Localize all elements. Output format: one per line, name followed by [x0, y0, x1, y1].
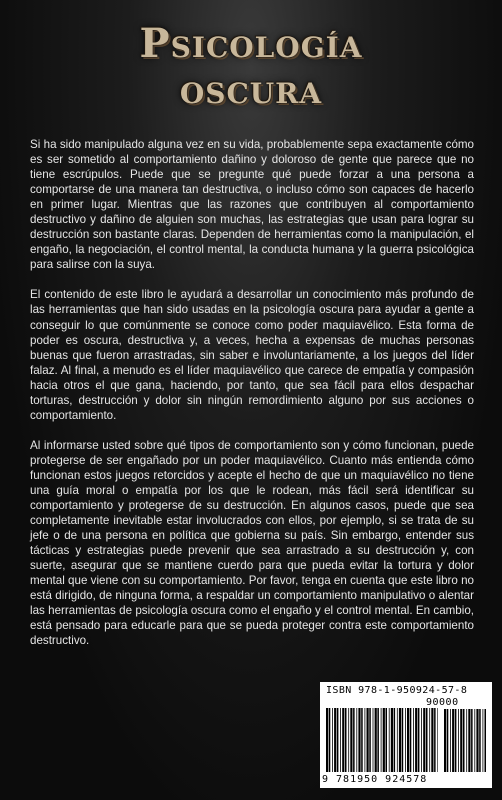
- price-code: 90000: [426, 697, 459, 708]
- barcode-bar: [402, 708, 404, 772]
- title-line-1: Psicología: [139, 20, 363, 67]
- barcode-bar: [458, 709, 459, 772]
- barcode-bar: [421, 708, 422, 772]
- barcode-bar: [423, 708, 425, 772]
- barcode-bar: [460, 709, 462, 772]
- barcode-bar: [326, 708, 328, 772]
- barcode-bar: [415, 708, 417, 772]
- isbn-barcode: [320, 682, 492, 788]
- barcode-bar: [381, 708, 382, 772]
- barcode-bar: [444, 709, 446, 772]
- barcode-digits: 9 781950 924578: [322, 774, 428, 785]
- barcode-bar: [348, 708, 349, 772]
- barcode-bar: [334, 708, 336, 772]
- barcode-bar: [375, 708, 377, 772]
- barcode-bar: [407, 708, 409, 772]
- barcode-bar: [356, 708, 357, 772]
- barcode-bar: [479, 709, 481, 772]
- barcode-bar: [447, 709, 449, 772]
- title-line-2: oscura: [179, 66, 323, 113]
- barcode-bar: [373, 708, 374, 772]
- barcode-bar: [450, 709, 451, 772]
- barcode-bar: [361, 708, 363, 772]
- barcode-bar: [474, 709, 475, 772]
- barcode-bar: [332, 708, 333, 772]
- barcode-bar: [340, 708, 341, 772]
- barcode-bars-main: [326, 708, 438, 772]
- barcode-bar: [483, 709, 484, 772]
- barcode-bar: [485, 709, 487, 772]
- barcode-bar: [383, 708, 385, 772]
- barcode-bar: [429, 708, 430, 772]
- blurb-paragraph-2: El contenido de este libro le ayudará a desarrollar un conocimiento más profundo de las herramientas que han sido usadas en la psicología oscura para ayudar a gente a conseguir lo que comúnmente se conoce como poder maquiavélico. Esta forma de poder es oscura, destructiva y, a veces, hecha a expensas de muchas personas buenas que fueron arrastradas, sin saber e involuntariamente, a los juegos del líder falaz. Al final, a menudo es el líder maquiavélico que carece de empatía y compasión hacia otros el que gana, haciendo, por tanto, que sea fácil para ellos despachar torturas, destrucción y dolor sin ningún remordimiento alguno por sus acciones o comportamiento.: [30, 288, 474, 422]
- barcode-bar: [418, 708, 420, 772]
- barcode-bar: [431, 708, 433, 772]
- barcode-bar: [342, 708, 344, 772]
- barcode-bar: [389, 708, 390, 772]
- barcode-bar: [350, 708, 352, 772]
- barcode-bar: [369, 708, 371, 772]
- barcode-bar: [426, 708, 428, 772]
- barcode-bar: [367, 708, 369, 772]
- barcode-bar: [337, 708, 339, 772]
- barcode-bar: [365, 708, 366, 772]
- barcode-bar: [386, 708, 388, 772]
- blurb-paragraph-3: Al informarse usted sobre qué tipos de comportamiento son y cómo funcionan, puede protegerse de ser engañado por un poder maquiavélico. Cuanto más entienda cómo funcionan estos juegos retorcidos y acepte el hecho de que un maquiavélico no tiene una guía moral o empatía por los que le rodean, más fácil será identificar su comportamiento y protegerse de su destrucción. En algunos casos, puede que sea completamente inevitable estar involucrados con ellos, por ejemplo, si se trata de su jefe o de una persona en política que gobierna su país. Sin embargo, entender sus tácticas y estrategias puede prevenir que sea arrastrado a su destrucción y, con suerte, asegurar que se mantiene cuerdo para que pueda evitar la tortura y dolor mental que viene con su comportamiento. Por favor, tenga en cuenta que este libro no está dirigido, de ninguna forma, a respaldar un comportamiento manipulativo o alentar las herramientas de psicología oscura como el engaño y el control mental. En cambio, está pensado para educarle para que se pueda proteger contra este comportamiento destructivo.: [30, 438, 474, 648]
- barcode-bar: [471, 709, 473, 772]
- barcode-bar: [476, 709, 478, 772]
- barcode-bar: [455, 709, 457, 772]
- barcode-bar: [434, 708, 436, 772]
- barcode-bar: [329, 708, 331, 772]
- barcode-bar: [452, 709, 454, 772]
- barcode-bar: [394, 708, 396, 772]
- barcode-bar: [391, 708, 393, 772]
- barcode-bar: [410, 708, 412, 772]
- barcode-bar: [345, 708, 347, 772]
- barcode-bar: [437, 708, 438, 772]
- barcode-bars-price: [444, 709, 486, 772]
- blurb-paragraph-1: Si ha sido manipulado alguna vez en su vida, probablemente sepa exactamente cómo es ser sometido al comportamiento dañino y doloroso de gente que parece que no tiene escrúpulos. Puede que se pregunte qué puede forzar a una persona a comportarse de una manera tan destructiva, o incluso cómo son capaces de hacerlo en primer lugar. Mientras que las razones que contribuyen al comportamiento destructivo y dañino de alguien son muchas, las estrategias que usan para lograr su destrucción son bastante claras. Dependen de herramientas como la manipulación, el engaño, la negociación, el control mental, la conducta humana y la guerra psicológica para salirse con la suya.: [30, 138, 474, 272]
- barcode-bar: [358, 708, 360, 772]
- barcode-bar: [468, 709, 470, 772]
- barcode-bar: [377, 708, 379, 772]
- barcode-bar: [463, 709, 465, 772]
- barcode-bar: [405, 708, 406, 772]
- barcode-bar: [413, 708, 414, 772]
- blurb: [30, 137, 474, 664]
- isbn-label: ISBN 978-1-950924-57-8: [326, 685, 468, 696]
- barcode-bar: [397, 708, 398, 772]
- barcode-bar: [466, 709, 467, 772]
- barcode-bar: [353, 708, 355, 772]
- barcode-bar: [399, 708, 401, 772]
